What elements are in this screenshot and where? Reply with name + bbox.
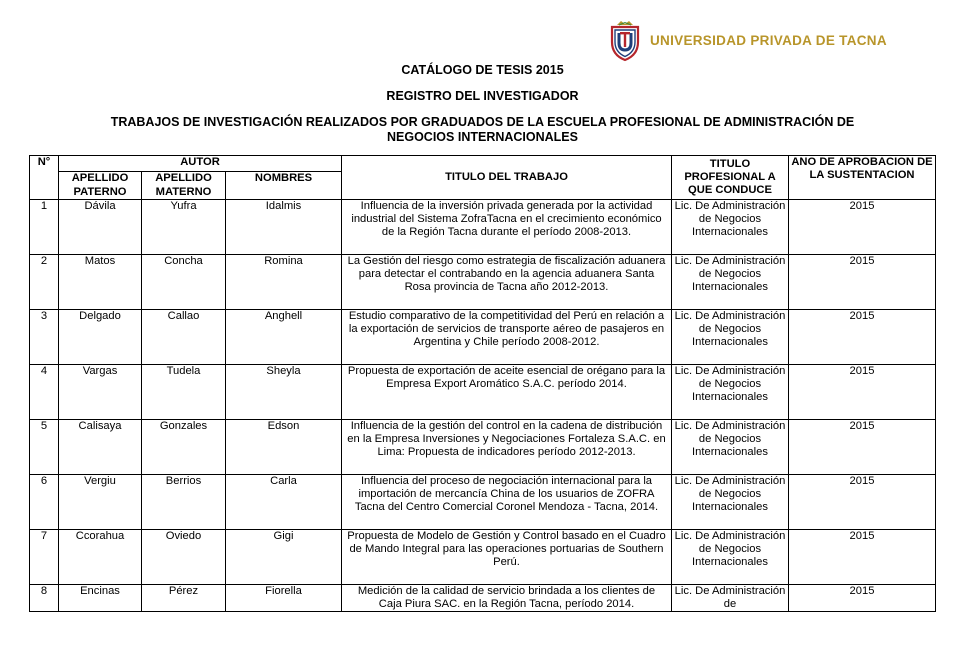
cell-apellido-paterno: Encinas bbox=[59, 585, 142, 612]
header-apellido-paterno: APELLIDO PATERNO bbox=[59, 172, 142, 200]
header-apellido-materno: APELLIDO MATERNO bbox=[142, 172, 226, 200]
cell-titulo-profesional: Lic. De Administración de Negocios Internacionales bbox=[672, 475, 789, 530]
cell-anio: 2015 bbox=[789, 530, 936, 585]
table-row bbox=[30, 200, 936, 255]
cell-num: 7 bbox=[30, 530, 59, 585]
cell-titulo-profesional: Lic. De Administración de Negocios Internacionales bbox=[672, 530, 789, 585]
cell-anio: 2015 bbox=[789, 365, 936, 420]
cell-apellido-materno: Berrios bbox=[142, 475, 226, 530]
table-row bbox=[30, 475, 936, 530]
cell-apellido-materno: Callao bbox=[142, 310, 226, 365]
university-name: UNIVERSIDAD PRIVADA DE TACNA bbox=[650, 32, 887, 48]
cell-nombres: Fiorella bbox=[226, 585, 342, 612]
cell-titulo-profesional: Lic. De Administración de Negocios Internacionales bbox=[672, 365, 789, 420]
cell-num: 5 bbox=[30, 420, 59, 475]
cell-nombres: Romina bbox=[226, 255, 342, 310]
table-row bbox=[30, 420, 936, 475]
table-row bbox=[30, 255, 936, 310]
research-works-title-line-1: TRABAJOS DE INVESTIGACIÓN REALIZADOS POR GRADUADOS DE LA ESCUELA PROFESIONAL DE ADMINISTRACIÓN DE bbox=[110, 115, 855, 129]
cell-nombres: Carla bbox=[226, 475, 342, 530]
cell-apellido-paterno: Ccorahua bbox=[59, 530, 142, 585]
cell-apellido-paterno: Delgado bbox=[59, 310, 142, 365]
cell-titulo: Medición de la calidad de servicio brindada a los clientes de Caja Piura SAC. en la Región Tacna, período 2014. bbox=[342, 585, 672, 612]
cell-titulo: Influencia de la inversión privada generada por la actividad industrial del Sistema ZofraTacna en el crecimiento económico de la Región Tacna durante el período 2008-2013. bbox=[342, 200, 672, 255]
cell-apellido-paterno: Calisaya bbox=[59, 420, 142, 475]
header-nombres: NOMBRES bbox=[226, 172, 342, 200]
cell-titulo: Propuesta de exportación de aceite esencial de orégano para la Empresa Export Aromático S.A.C. período 2014. bbox=[342, 365, 672, 420]
registry-title: REGISTRO DEL INVESTIGADOR bbox=[386, 89, 579, 103]
cell-titulo: Influencia del proceso de negociación internacional para la importación de mercancía China de los usuarios de ZOFRA Tacna del Centro Comercial Coronel Mendoza - Tacna, 2014. bbox=[342, 475, 672, 530]
cell-apellido-paterno: Dávila bbox=[59, 200, 142, 255]
university-header bbox=[608, 15, 908, 65]
cell-num: 8 bbox=[30, 585, 59, 612]
table-row bbox=[30, 365, 936, 420]
cell-apellido-materno: Oviedo bbox=[142, 530, 226, 585]
cell-num: 1 bbox=[30, 200, 59, 255]
header-num: N° bbox=[30, 156, 59, 200]
cell-num: 3 bbox=[30, 310, 59, 365]
cell-titulo: La Gestión del riesgo como estrategia de fiscalización aduanera para detectar el contrabando en la agencia aduanera Santa Rosa provincia de Tacna año 2012-2013. bbox=[342, 255, 672, 310]
cell-anio: 2015 bbox=[789, 200, 936, 255]
cell-nombres: Edson bbox=[226, 420, 342, 475]
cell-anio: 2015 bbox=[789, 255, 936, 310]
header-titulo-profesional: TITULO PROFESIONAL A QUE CONDUCE bbox=[672, 156, 789, 200]
cell-nombres: Sheyla bbox=[226, 365, 342, 420]
table-row bbox=[30, 530, 936, 585]
cell-num: 6 bbox=[30, 475, 59, 530]
university-shield-logo bbox=[608, 18, 642, 62]
cell-apellido-paterno: Vergiu bbox=[59, 475, 142, 530]
cell-anio: 2015 bbox=[789, 585, 936, 612]
cell-anio: 2015 bbox=[789, 420, 936, 475]
catalog-title: CATÁLOGO DE TESIS 2015 bbox=[401, 63, 564, 77]
cell-titulo-profesional: Lic. De Administración de bbox=[672, 585, 789, 612]
cell-apellido-paterno: Vargas bbox=[59, 365, 142, 420]
table-body bbox=[30, 200, 936, 612]
cell-apellido-materno: Tudela bbox=[142, 365, 226, 420]
cell-titulo: Propuesta de Modelo de Gestión y Control basado en el Cuadro de Mando Integral para las operaciones portuarias de Southern Perú. bbox=[342, 530, 672, 585]
cell-apellido-materno: Gonzales bbox=[142, 420, 226, 475]
cell-titulo-profesional: Lic. De Administración de Negocios Internacionales bbox=[672, 255, 789, 310]
table-header bbox=[30, 156, 936, 200]
cell-titulo-profesional: Lic. De Administración de Negocios Internacionales bbox=[672, 310, 789, 365]
cell-titulo-profesional: Lic. De Administración de Negocios Internacionales bbox=[672, 200, 789, 255]
cell-apellido-paterno: Matos bbox=[59, 255, 142, 310]
research-works-title-line-2: NEGOCIOS INTERNACIONALES bbox=[387, 130, 578, 144]
cell-anio: 2015 bbox=[789, 310, 936, 365]
cell-titulo-profesional: Lic. De Administración de Negocios Internacionales bbox=[672, 420, 789, 475]
cell-nombres: Idalmis bbox=[226, 200, 342, 255]
cell-apellido-materno: Pérez bbox=[142, 585, 226, 612]
table-row bbox=[30, 585, 936, 612]
header-autor: AUTOR bbox=[59, 156, 342, 172]
cell-titulo: Influencia de la gestión del control en la cadena de distribución en la Empresa Inversiones y Negociaciones Fortaleza S.A.C. en Lima: Propuesta de indicadores período 2012-2013. bbox=[342, 420, 672, 475]
cell-apellido-materno: Yufra bbox=[142, 200, 226, 255]
cell-titulo: Estudio comparativo de la competitividad del Perú en relación a la exportación de servicios de transporte aéreo de pasajeros en Argentina y Chile período 2008-2012. bbox=[342, 310, 672, 365]
cell-nombres: Gigi bbox=[226, 530, 342, 585]
header-titulo: TITULO DEL TRABAJO bbox=[342, 156, 672, 200]
research-works-title bbox=[60, 115, 905, 145]
cell-anio: 2015 bbox=[789, 475, 936, 530]
cell-apellido-materno: Concha bbox=[142, 255, 226, 310]
cell-num: 4 bbox=[30, 365, 59, 420]
cell-nombres: Anghell bbox=[226, 310, 342, 365]
thesis-table bbox=[29, 155, 936, 612]
header-anio: ANO DE APROBACION DE LA SUSTENTACION bbox=[789, 156, 936, 200]
cell-num: 2 bbox=[30, 255, 59, 310]
table-row bbox=[30, 310, 936, 365]
